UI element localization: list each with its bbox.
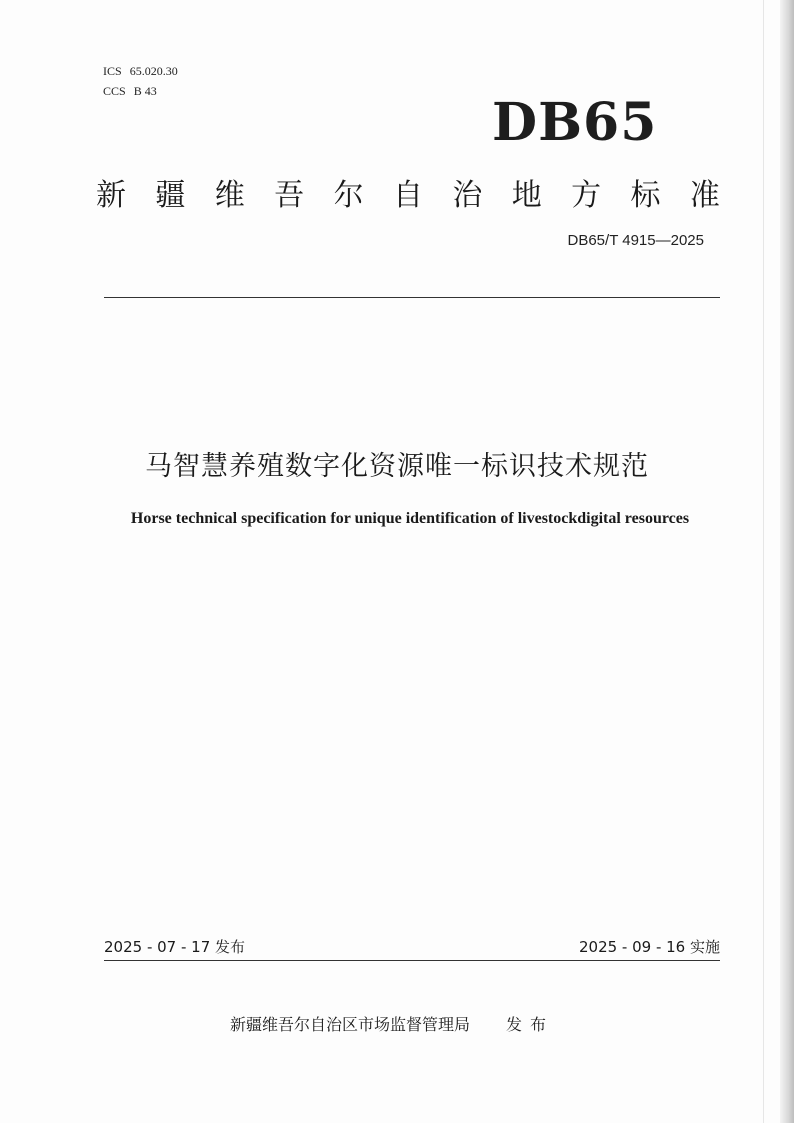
- db-logo: DB65: [492, 92, 658, 153]
- ccs-label: CCS: [103, 84, 126, 98]
- standard-name: [96, 170, 720, 214]
- issuer: [230, 1012, 554, 1035]
- scan-edge-line: [763, 0, 764, 1123]
- ics-code: [103, 64, 178, 79]
- standard-name-char: 疆: [155, 178, 186, 213]
- standard-name-char: 吾: [274, 178, 305, 213]
- release-date: 2025 - 07 - 17 发布: [104, 938, 246, 956]
- standard-name-char: 自: [392, 178, 423, 213]
- standard-name-char: 标: [630, 178, 661, 213]
- title-english: Horse technical specification for unique identification of livestockdigital resources: [130, 510, 690, 527]
- standard-name-char: 新: [96, 178, 126, 213]
- standard-name-char: 地: [511, 178, 542, 213]
- ics-value: 65.020.30: [129, 64, 178, 78]
- bottom-divider: [104, 960, 720, 961]
- implementation-date: 2025 - 09 - 16 实施: [578, 938, 720, 956]
- ccs-value: B 43: [133, 84, 157, 98]
- ics-label: ICS: [103, 64, 122, 78]
- standard-name-char: 尔: [333, 178, 364, 213]
- issuer-name: 新疆维吾尔自治区市场监督管理局: [230, 1015, 471, 1034]
- standard-name-char: 维: [214, 178, 245, 213]
- standard-name-char: 方: [571, 178, 602, 213]
- standard-name-char: 治: [452, 178, 483, 213]
- issuer-action: 发布: [506, 1015, 555, 1034]
- standard-code: DB65/T 4915—2025: [567, 232, 704, 249]
- title-chinese: 马智慧养殖数字化资源唯一标识技术规范: [145, 451, 649, 482]
- standard-name-char: 准: [689, 178, 720, 213]
- top-divider: [104, 297, 720, 298]
- ccs-code: [103, 84, 157, 99]
- scan-edge: [780, 0, 794, 1123]
